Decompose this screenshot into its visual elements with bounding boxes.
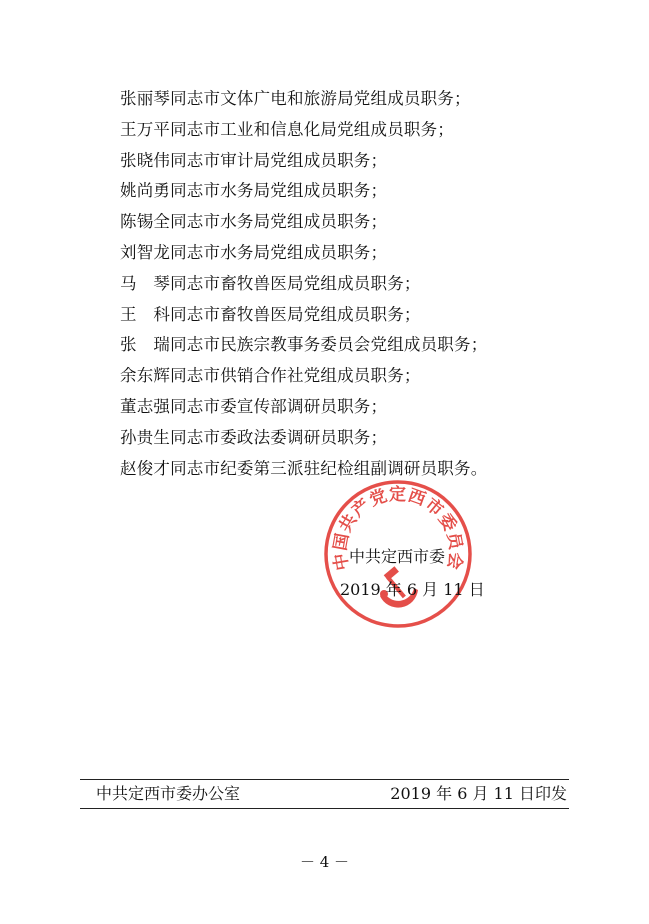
footer-rule-top <box>80 779 569 780</box>
signature-organization: 中共定西市委 <box>349 547 446 566</box>
list-line: 余东辉同志市供销合作社党组成员职务； <box>120 366 421 386</box>
signature-date: 2019 年 6 月 11 日 <box>340 580 485 599</box>
list-line: 孙贵生同志市委政法委调研员职务； <box>120 427 388 447</box>
seal-text: 中国共产党定西市委员会 <box>330 484 466 572</box>
list-line: 张晓伟同志市审计局党组成员职务； <box>120 150 388 170</box>
list-line: 赵俊才同志市纪委第三派驻纪检组副调研员职务。 <box>120 458 488 478</box>
list-line: 陈锡全同志市水务局党组成员职务； <box>120 212 388 232</box>
list-line: 张 瑞同志市民族宗教事务委员会党组成员职务； <box>120 335 488 355</box>
list-line: 马 琴同志市畜牧兽医局党组成员职务； <box>120 273 421 293</box>
list-line: 刘智龙同志市水务局党组成员职务； <box>120 242 388 262</box>
page-number: － 4 － <box>299 853 350 871</box>
list-line: 董志强同志市委宣传部调研员职务； <box>120 396 388 416</box>
list-line: 张丽琴同志市文体广电和旅游局党组成员职务； <box>120 89 471 108</box>
footer-issue-date: 2019 年 6 月 11 日印发 <box>390 784 567 803</box>
footer-rule-bottom <box>80 808 569 809</box>
list-line: 姚尚勇同志市水务局党组成员职务； <box>120 181 388 201</box>
footer-issuer: 中共定西市委办公室 <box>96 784 241 803</box>
list-line: 王万平同志市工业和信息化局党组成员职务； <box>120 119 454 139</box>
list-line: 王 科同志市畜牧兽医局党组成员职务； <box>120 304 421 324</box>
dismissal-list <box>120 84 487 484</box>
